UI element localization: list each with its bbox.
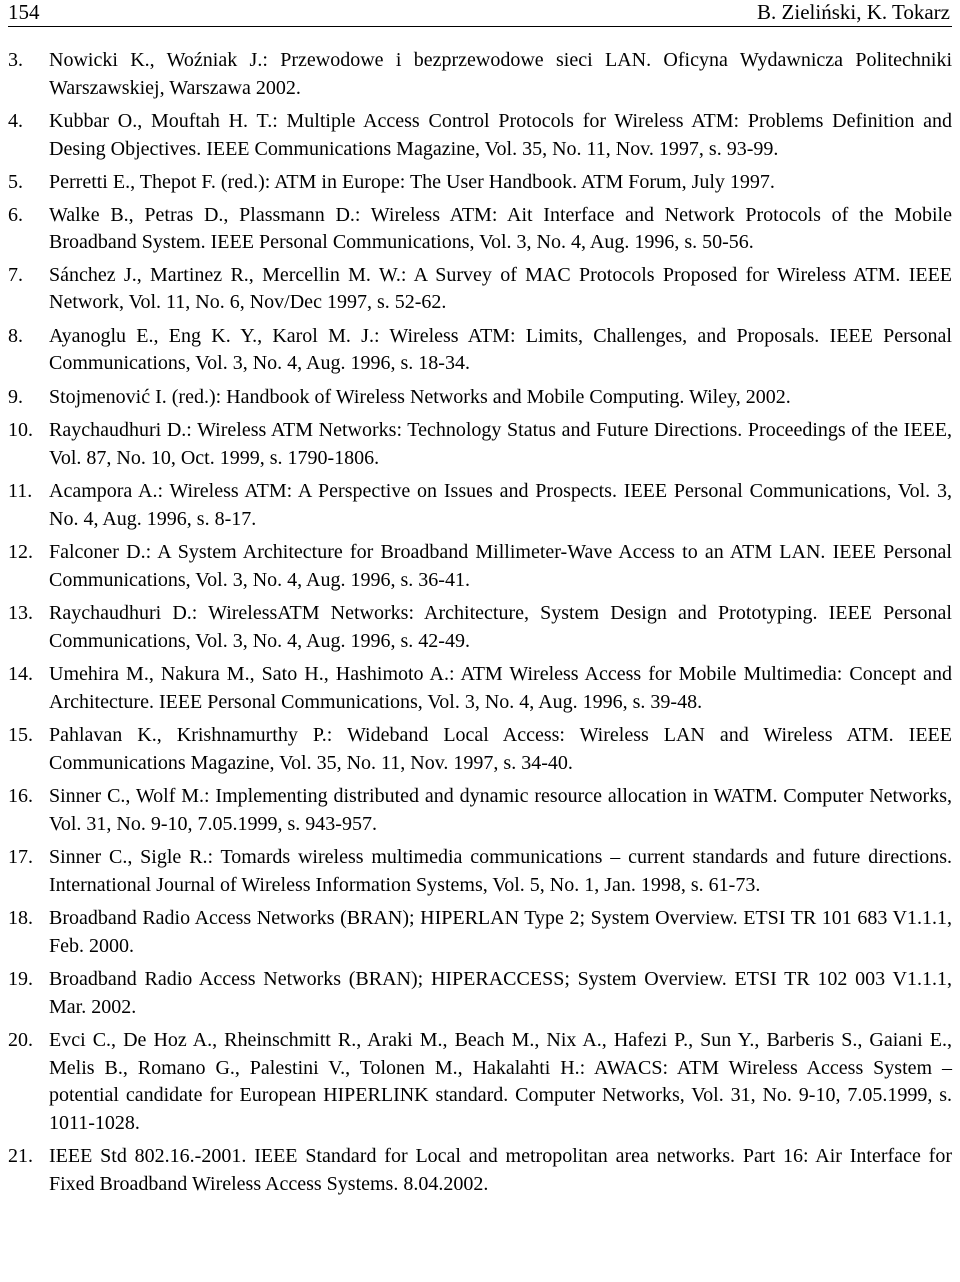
reference-number: 12. xyxy=(8,541,33,563)
reference-text: Raychaudhuri D.: WirelessATM Networks: Architecture, System Design and Prototyping. IEEE Personal Communications, Vol. 3, No. 4, Aug. 1996, s. 42-49. xyxy=(49,602,952,652)
reference-item xyxy=(8,966,952,1021)
reference-item xyxy=(8,722,952,777)
reference-item xyxy=(8,262,952,317)
reference-item xyxy=(8,905,952,960)
reference-text: Broadband Radio Access Networks (BRAN); HIPERLAN Type 2; System Overview. ETSI TR 101 683 V1.1.1, Feb. 2000. xyxy=(49,907,952,957)
reference-number: 3. xyxy=(8,49,23,71)
reference-item xyxy=(8,202,952,257)
reference-number: 17. xyxy=(8,846,33,868)
reference-text: Evci C., De Hoz A., Rheinschmitt R., Araki M., Beach M., Nix A., Hafezi P., Sun Y., Barberis S., Gaiani E., Melis B., Romano G., Palestini V., Tolonen M., Hakalahti H.: AWACS: ATM Wireless Access System – potential candidate for European HIPERLINK standard. Computer Networks, Vol. 31, No. 9-10, 7.05.1999, s. 1011-1028. xyxy=(49,1029,952,1134)
reference-item xyxy=(8,661,952,716)
reference-number: 7. xyxy=(8,263,23,286)
reference-item xyxy=(8,47,952,102)
reference-item xyxy=(8,417,952,472)
reference-text: Nowicki K., Woźniak J.: Przewodowe i bezprzewodowe sieci LAN. Oficyna Wydawnicza Politechniki Warszawskiej, Warszawa 2002. xyxy=(49,49,952,99)
reference-text: Sánchez J., Martinez R., Mercellin M. W.: A Survey of MAC Protocols Proposed for Wireless ATM. IEEE Network, Vol. 11, No. 6, Nov/Dec 1997, s. 52-62. xyxy=(49,263,952,313)
reference-item xyxy=(8,1027,952,1137)
reference-text: Perretti E., Thepot F. (red.): ATM in Europe: The User Handbook. ATM Forum, July 1997. xyxy=(49,171,775,193)
reference-item xyxy=(8,1143,952,1198)
reference-text: Broadband Radio Access Networks (BRAN); HIPERACCESS; System Overview. ETSI TR 102 003 V1.1.1, Mar. 2002. xyxy=(49,968,952,1018)
reference-number: 18. xyxy=(8,907,33,929)
reference-number: 9. xyxy=(8,385,23,408)
reference-item xyxy=(8,600,952,655)
reference-number: 13. xyxy=(8,602,33,624)
reference-number: 21. xyxy=(8,1145,33,1167)
reference-number: 11. xyxy=(8,480,33,502)
page-number: 154 xyxy=(8,0,40,24)
reference-number: 6. xyxy=(8,203,23,226)
reference-text: Sinner C., Wolf M.: Implementing distributed and dynamic resource allocation in WATM. Computer Networks, Vol. 31, No. 9-10, 7.05.1999, s. 943-957. xyxy=(49,785,952,835)
reference-item xyxy=(8,844,952,899)
reference-number: 8. xyxy=(8,324,23,347)
page-header xyxy=(8,0,952,27)
reference-text: Acampora A.: Wireless ATM: A Perspective on Issues and Prospects. IEEE Personal Communications, Vol. 3, No. 4, Aug. 1996, s. 8-17. xyxy=(49,480,952,530)
reference-item xyxy=(8,323,952,378)
reference-list xyxy=(8,47,952,1204)
reference-item xyxy=(8,478,952,533)
reference-number: 20. xyxy=(8,1029,33,1051)
reference-number: 15. xyxy=(8,724,33,746)
reference-text: Umehira M., Nakura M., Sato H., Hashimoto A.: ATM Wireless Access for Mobile Multimedia: Concept and Architecture. IEEE Personal Communications, Vol. 3, No. 4, Aug. 1996, s. 39-48. xyxy=(49,663,952,713)
reference-text: IEEE Std 802.16.-2001. IEEE Standard for Local and metropolitan area networks. Part 16: Air Interface for Fixed Broadband Wireless Access Systems. 8.04.2002. xyxy=(49,1145,952,1195)
reference-item xyxy=(8,108,952,163)
reference-text: Kubbar O., Mouftah H. T.: Multiple Access Control Protocols for Wireless ATM: Problems Definition and Desing Objectives. IEEE Communications Magazine, Vol. 35, No. 11, Nov. 1997, s. 93-99. xyxy=(49,110,952,160)
reference-text: Raychaudhuri D.: Wireless ATM Networks: Technology Status and Future Directions. Proceedings of the IEEE, Vol. 87, No. 10, Oct. 1999, s. 1790-1806. xyxy=(49,419,952,469)
running-head-authors: B. Zieliński, K. Tokarz xyxy=(757,0,950,24)
reference-text: Walke B., Petras D., Plassmann D.: Wireless ATM: Ait Interface and Network Protocols of the Mobile Broadband System. IEEE Personal Communications, Vol. 3, No. 4, Aug. 1996, s. 50-56. xyxy=(49,203,952,253)
reference-number: 19. xyxy=(8,968,33,990)
reference-text: Sinner C., Sigle R.: Tomards wireless multimedia communications – current standards and future directions. International Journal of Wireless Information Systems, Vol. 5, No. 1, Jan. 1998, s. 61-73. xyxy=(49,846,952,896)
reference-number: 16. xyxy=(8,785,33,807)
reference-number: 10. xyxy=(8,419,33,441)
reference-item xyxy=(8,169,952,197)
reference-text: Ayanoglu E., Eng K. Y., Karol M. J.: Wireless ATM: Limits, Challenges, and Proposals. IEEE Personal Communications, Vol. 3, No. 4, Aug. 1996, s. 18-34. xyxy=(49,324,952,374)
reference-text: Falconer D.: A System Architecture for Broadband Millimeter-Wave Access to an ATM LAN. IEEE Personal Communications, Vol. 3, No. 4, Aug. 1996, s. 36-41. xyxy=(49,541,952,591)
reference-number: 5. xyxy=(8,171,23,193)
reference-number: 14. xyxy=(8,663,33,685)
reference-item xyxy=(8,539,952,594)
reference-text: Pahlavan K., Krishnamurthy P.: Wideband Local Access: Wireless LAN and Wireless ATM. IEEE Communications Magazine, Vol. 35, No. 11, Nov. 1997, s. 34-40. xyxy=(49,724,952,774)
reference-text: Stojmenović I. (red.): Handbook of Wireless Networks and Mobile Computing. Wiley, 2002. xyxy=(49,385,791,408)
reference-number: 4. xyxy=(8,110,23,132)
reference-item xyxy=(8,384,952,412)
reference-item xyxy=(8,783,952,838)
